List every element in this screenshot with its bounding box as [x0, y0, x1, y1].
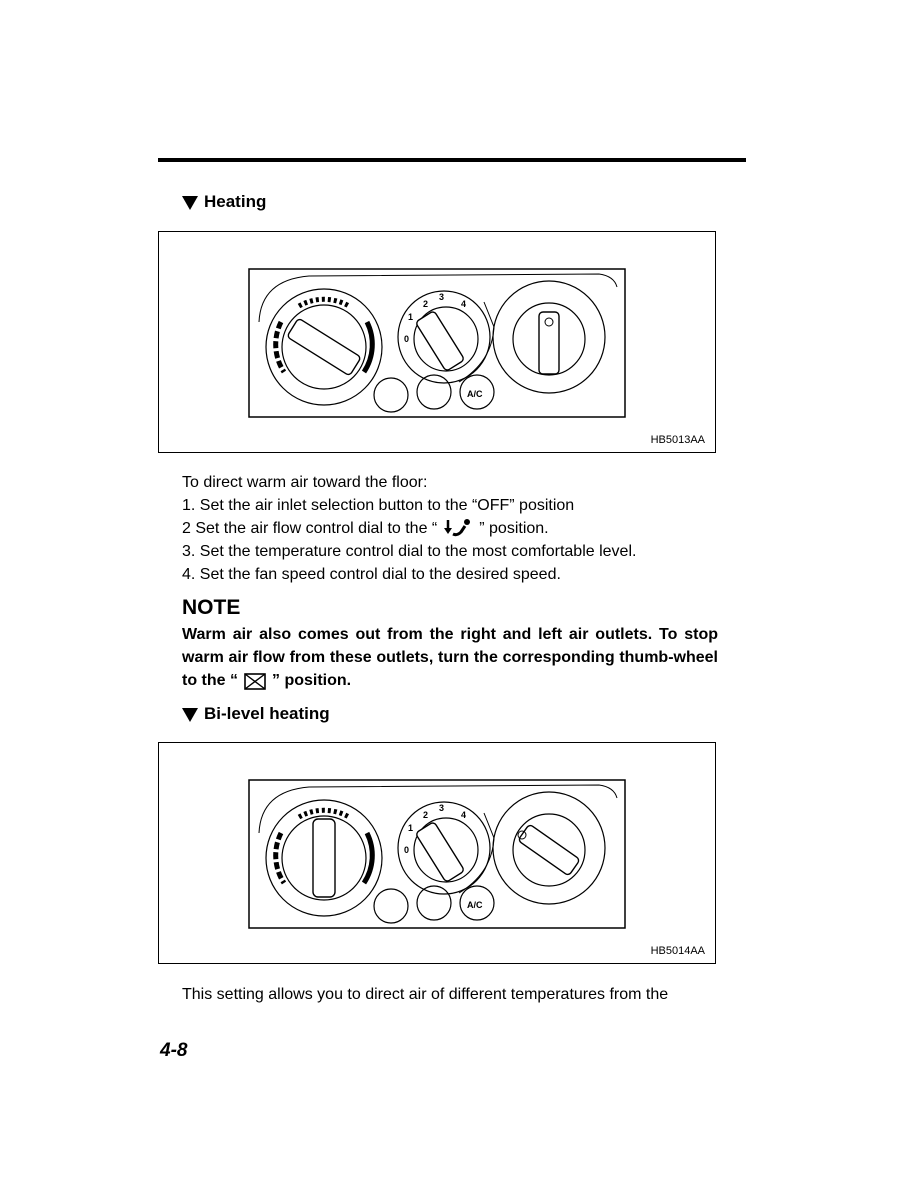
- svg-text:3: 3: [439, 292, 445, 302]
- svg-text:3: 3: [439, 803, 445, 813]
- svg-text:0: 0: [404, 334, 410, 344]
- figure-code: HB5014AA: [650, 945, 705, 957]
- step-1: 1. Set the air inlet selection button to the “OFF” position: [182, 497, 575, 514]
- note-title: NOTE: [182, 596, 241, 619]
- svg-text:0: 0: [404, 845, 410, 855]
- svg-text:4: 4: [461, 299, 467, 309]
- floor-vent-icon: [443, 518, 473, 538]
- figure-bilevel: [158, 742, 716, 964]
- instructions-intro: To direct warm air toward the floor:: [182, 474, 428, 491]
- svg-text:1: 1: [408, 312, 414, 322]
- bottom-paragraph: [182, 983, 718, 1006]
- figure-heating: [158, 231, 716, 453]
- svg-text:4: 4: [461, 810, 467, 820]
- page-number: 4-8: [160, 1040, 188, 1061]
- closed-box-icon: [244, 673, 266, 690]
- svg-text:A/C: A/C: [467, 900, 483, 910]
- control-panel-illustration: [159, 232, 715, 452]
- step-2: 2 Set the air flow control dial to the “ ” position.: [182, 520, 549, 537]
- step-4: 4. Set the fan speed control dial to the desired speed.: [182, 566, 561, 583]
- bilevel-heading: [182, 704, 330, 724]
- note-body: Warm air also comes out from the right and left air outlets. To stop warm air flow from these outlets, turn the corresponding thumb-wheel to the “ ” position.: [182, 626, 718, 689]
- triangle-bullet-icon: [182, 708, 198, 722]
- heading-text: Heating: [204, 192, 267, 211]
- instructions: [182, 471, 718, 586]
- svg-text:2: 2: [423, 810, 429, 820]
- svg-text:A/C: A/C: [467, 389, 483, 399]
- heading-text: Bi-level heating: [204, 704, 330, 723]
- step-3: 3. Set the temperature control dial to the most comfortable level.: [182, 543, 637, 560]
- header-rule: [158, 158, 746, 162]
- heating-heading: [182, 192, 266, 212]
- control-panel-illustration: [159, 743, 715, 963]
- svg-text:2: 2: [423, 299, 429, 309]
- bottom-text: This setting allows you to direct air of different temperatures from the: [182, 986, 669, 1003]
- figure-code: HB5013AA: [650, 434, 705, 446]
- triangle-bullet-icon: [182, 196, 198, 210]
- svg-text:1: 1: [408, 823, 414, 833]
